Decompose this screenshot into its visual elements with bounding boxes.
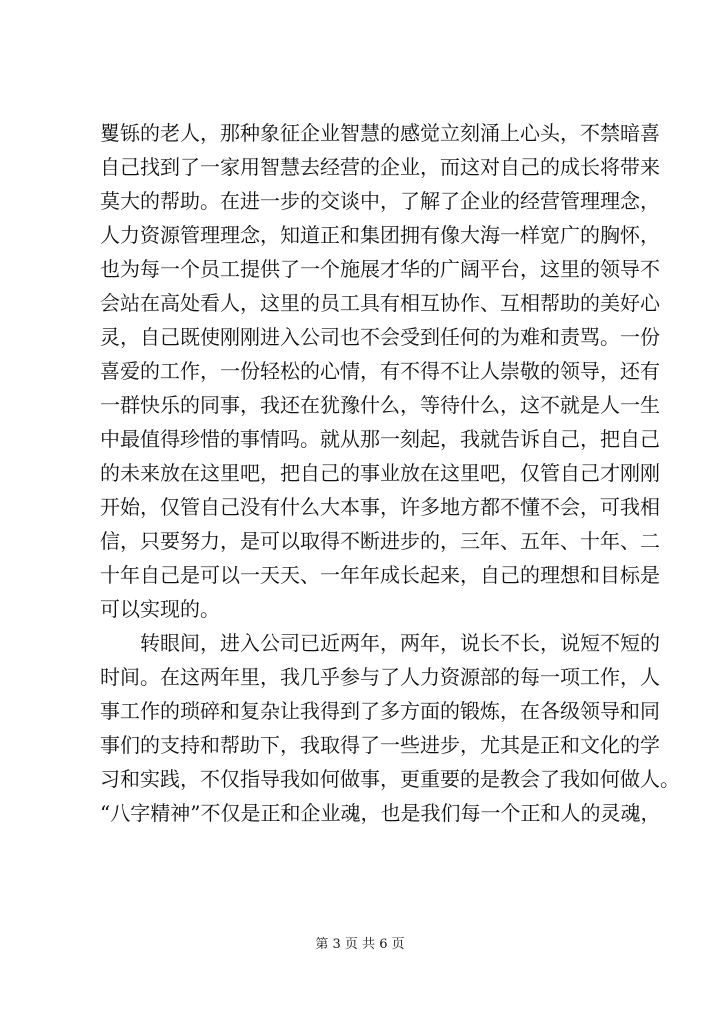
text-line: 自己找到了一家用智慧去经营的企业，而这对自己的成长将带来 <box>100 155 660 179</box>
text-line: 的未来放在这里吧，把自己的事业放在这里吧，仅管自己才刚刚 <box>100 461 660 485</box>
paragraph-1 <box>100 116 660 626</box>
text-line: 人力资源管理理念，知道正和集团拥有像大海一样宽广的胸怀， <box>100 223 660 247</box>
text-line: 一群快乐的同事，我还在犹豫什么，等待什么，这不就是人一生 <box>100 393 660 417</box>
text-line: 会站在高处看人，这里的员工具有相互协作、互相帮助的美好心 <box>100 291 660 315</box>
text-line: 喜爱的工作，一份轻松的心情，有不得不让人崇敬的领导，还有 <box>100 359 660 383</box>
body-text <box>100 116 680 830</box>
text-line: 事工作的琐碎和复杂让我得到了多方面的锻炼，在各级领导和同 <box>100 699 660 723</box>
page-number: 第 3 页 共 6 页 <box>315 937 405 952</box>
text-line: 莫大的帮助。在进一步的交谈中，了解了企业的经营管理理念， <box>100 189 660 213</box>
page-footer <box>0 935 720 955</box>
text-line: 转眼间，进入公司已近两年，两年，说长不长，说短不短的 <box>140 631 660 655</box>
text-line: 习和实践，不仅指导我如何做事，更重要的是教会了我如何做人。 <box>100 767 680 791</box>
paragraph-2 <box>100 626 680 830</box>
text-line: 中最值得珍惜的事情吗。就从那一刻起，我就告诉自己，把自己 <box>100 427 660 451</box>
text-line: 事们的支持和帮助下，我取得了一些进步，尤其是正和文化的学 <box>100 733 660 757</box>
text-line: 时间。在这两年里，我几乎参与了人力资源部的每一项工作，人 <box>100 665 660 689</box>
text-line: 矍铄的老人，那种象征企业智慧的感觉立刻涌上心头，不禁暗喜 <box>100 121 660 145</box>
text-line: 开始，仅管自己没有什么大本事，许多地方都不懂不会，可我相 <box>100 495 660 519</box>
text-line: “八字精神”不仅是正和企业魂，也是我们每一个正和人的灵魂， <box>100 801 661 825</box>
text-line: 十年自己是可以一天天、一年年成长起来，自己的理想和目标是 <box>100 563 660 587</box>
text-line: 也为每一个员工提供了一个施展才华的广阔平台，这里的领导不 <box>100 257 660 281</box>
text-line: 信，只要努力，是可以取得不断进步的，三年、五年、十年、二 <box>100 529 660 553</box>
text-line: 可以实现的。 <box>100 597 220 621</box>
text-line: 灵，自己既使刚刚进入公司也不会受到任何的为难和责骂。一份 <box>100 325 660 349</box>
